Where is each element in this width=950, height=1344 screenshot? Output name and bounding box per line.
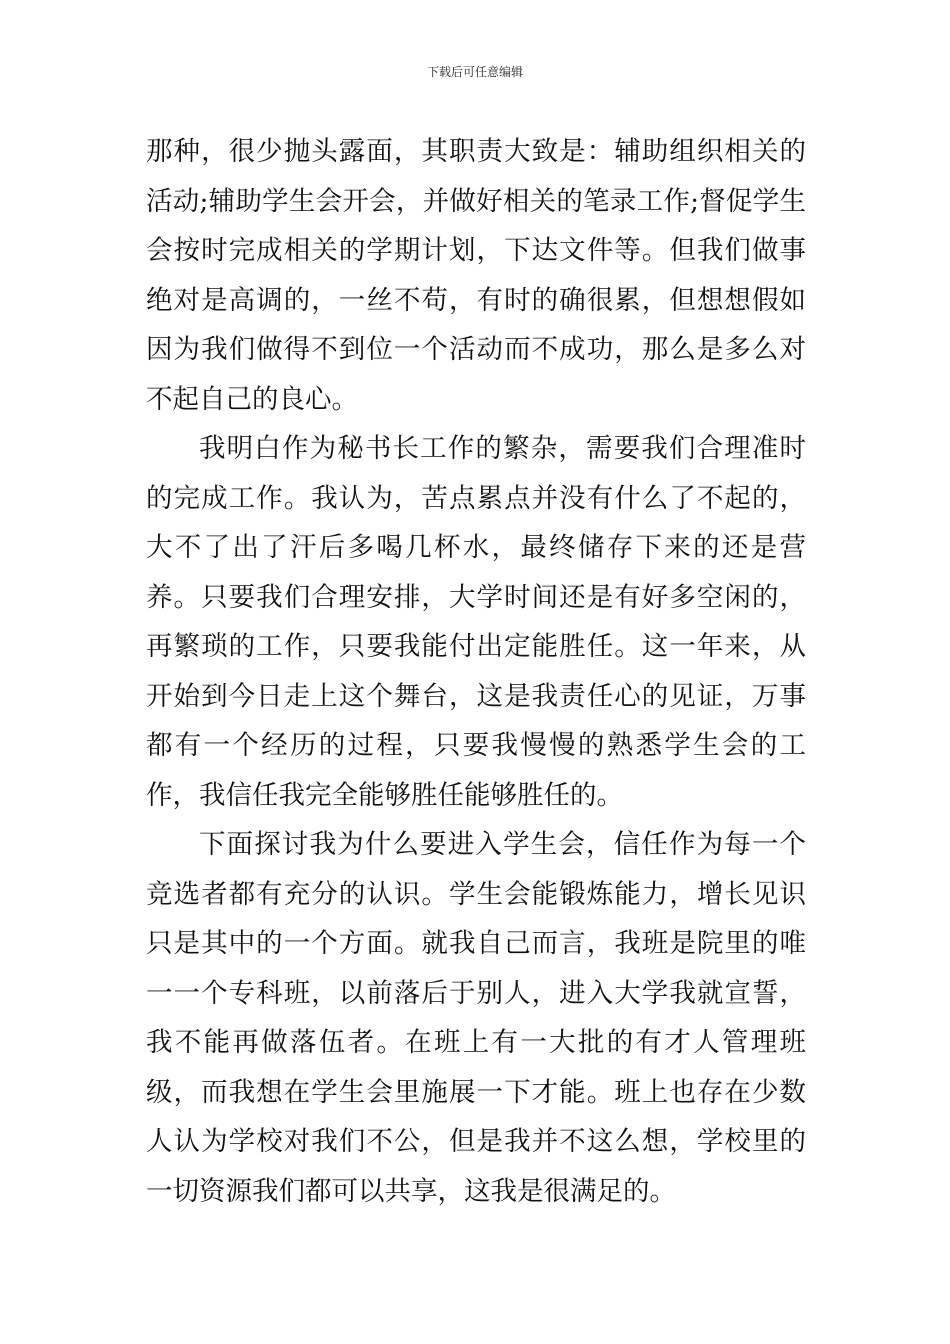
paragraph-why-join: 下面探讨我为什么要进入学生会，信任作为每一个竞选者都有充分的认识。学生会能锻炼能力，增长见识只是其中的一个方面。就我自己而言，我班是院里的唯一一个专科班，以前落后于别人，进入大学我就宣誓，我不能再做落伍者。在班上有一大批的有才人管理班级，而我想在学生会里施展一下才能。班上也存在少数人认为学校对我们不公，但是我并不这么想，学校里的一切资源我们都可以共享，这我是很满足的。 (146, 829, 806, 1207)
document-body (146, 127, 806, 1216)
paragraph-secretary-work: 我明白作为秘书长工作的繁杂，需要我们合理准时的完成工作。我认为，苦点累点并没有什么了不起的，大不了出了汗后多喝几杯水，最终储存下来的还是营养。只要我们合理安排，大学时间还是有好多空闲的，再繁琐的工作，只要我能付出定能胜任。这一年来，从开始到今日走上这个舞台，这是我责任心的见证，万事都有一个经历的过程，只要我慢慢的熟悉学生会的工作，我信任我完全能够胜任能够胜任的。 (146, 433, 806, 811)
page-header-note: 下载后可任意编辑 (426, 65, 523, 79)
paragraph-continuation: 那种，很少抛头露面，其职责大致是：辅助组织相关的活动;辅助学生会开会，并做好相关的笔录工作;督促学生会按时完成相关的学期计划，下达文件等。但我们做事绝对是高调的，一丝不苟，有时的确很累，但想想假如因为我们做得不到位一个活动而不成功，那么是多么对不起自己的良心。 (146, 136, 806, 415)
